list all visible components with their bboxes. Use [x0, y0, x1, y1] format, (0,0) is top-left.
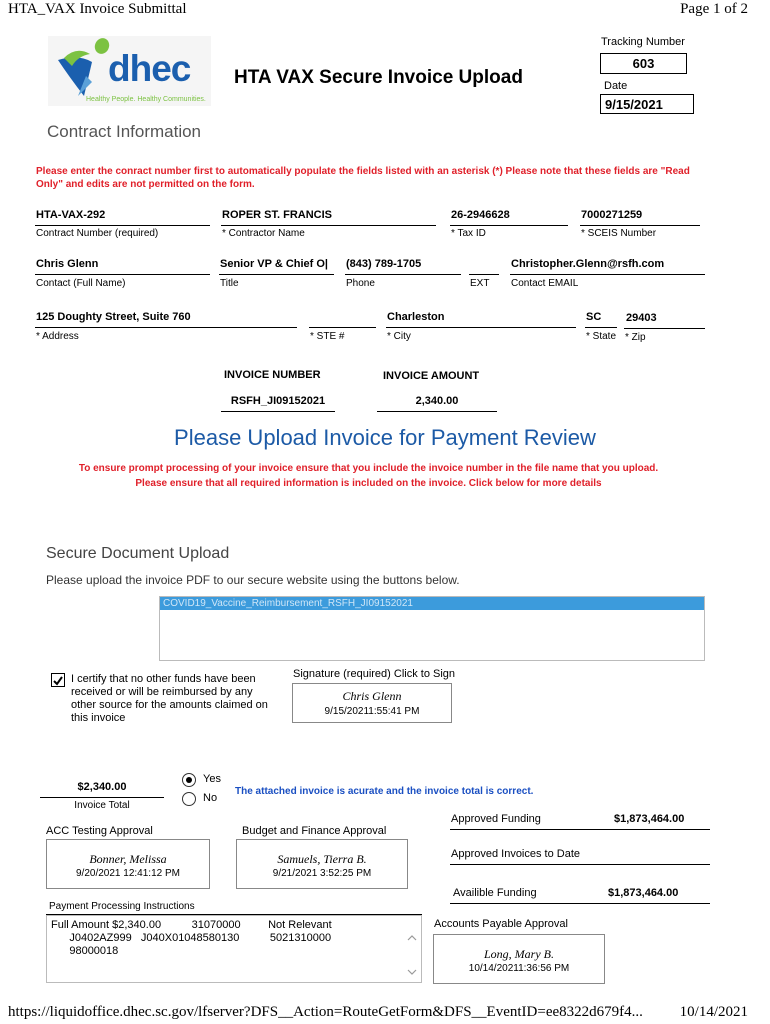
- certify-checkbox[interactable]: [51, 673, 65, 687]
- phone-label: Phone: [346, 278, 375, 289]
- invoice-amount-field[interactable]: 2,340.00: [415, 395, 459, 407]
- certify-text: I certify that no other funds have been received or will be reimbursed by any other source for the amounts claimed on this invoice: [71, 673, 268, 724]
- city-label: * City: [387, 331, 411, 342]
- state-field[interactable]: SC: [586, 311, 602, 323]
- available-funding-value[interactable]: $1,873,464.00: [608, 887, 679, 899]
- tax-id-label: * Tax ID: [451, 228, 486, 239]
- accuracy-statement: The attached invoice is acurate and the invoice total is correct.: [235, 786, 534, 797]
- approved-funding-value[interactable]: $1,873,464.00: [614, 813, 685, 825]
- acc-approver-name: Bonner, Melissa: [89, 852, 167, 866]
- approved-funding-label: Approved Funding: [451, 813, 541, 825]
- address-field[interactable]: 125 Doughty Street, Suite 760: [36, 311, 191, 323]
- no-label: No: [203, 792, 218, 804]
- title-field[interactable]: Senior VP & Chief O|: [220, 258, 329, 270]
- tracking-label: Tracking Number: [601, 36, 685, 48]
- uploaded-file-item[interactable]: COVID19_Vaccine_Reimbursement_RSFH_JI09152021: [160, 597, 704, 610]
- ap-approval-box[interactable]: [433, 934, 605, 984]
- ap-approver-name: Long, Mary B.: [484, 947, 554, 961]
- payment-line-3: 98000018: [51, 945, 119, 957]
- contractor-name-field[interactable]: ROPER ST. FRANCIS: [222, 209, 333, 221]
- signature-date: 9/15/20211:55:41 PM: [324, 706, 420, 717]
- ap-approval-date: 10/14/20211:36:56 PM: [468, 963, 570, 974]
- payment-line-1: Full Amount $2,340.00 31070000 Not Relevant: [51, 919, 332, 931]
- footer-date: 10/14/2021: [679, 1004, 748, 1020]
- ext-label: EXT: [470, 278, 490, 289]
- approved-invoices-label: Approved Invoices to Date: [451, 848, 581, 860]
- invoice-number-label: INVOICE NUMBER: [224, 369, 321, 381]
- available-funding-label: Availible Funding: [453, 887, 537, 899]
- ste-label: * STE #: [310, 331, 345, 342]
- budget-approval-date: 9/21/2021 3:52:25 PM: [272, 868, 372, 879]
- contract-section-title: Contract Information: [47, 122, 202, 141]
- budget-approval-box[interactable]: [236, 839, 408, 889]
- payment-instructions-label: Payment Processing Instructions: [49, 901, 195, 912]
- footer-url: https://liquidoffice.dhec.sc.gov/lfserver?DFS__Action=RouteGetForm&DFS__EventID=ee8322d679f4...: [8, 1004, 643, 1020]
- secure-upload-title: Secure Document Upload: [46, 545, 230, 562]
- yes-radio[interactable]: [182, 773, 196, 787]
- zip-label: * Zip: [625, 332, 646, 343]
- contract-number-field[interactable]: HTA-VAX-292: [36, 209, 106, 221]
- address-label: * Address: [36, 331, 79, 342]
- upload-review-line2: Please ensure that all required information is included on the invoice. Click below for more details: [135, 478, 602, 489]
- invoice-amount-label: INVOICE AMOUNT: [383, 370, 480, 382]
- ap-approval-label: Accounts Payable Approval: [434, 918, 568, 930]
- upload-file-list[interactable]: [159, 596, 705, 661]
- contact-name-field[interactable]: Chris Glenn: [36, 258, 99, 270]
- payment-line-2: J0402AZ999 J040X01048580130 5021310000: [51, 932, 332, 944]
- form-title: HTA VAX Secure Invoice Upload: [234, 67, 523, 88]
- sceis-number-label: * SCEIS Number: [581, 228, 657, 239]
- invoice-number-field[interactable]: RSFH_JI09152021: [230, 395, 326, 407]
- date-field[interactable]: 9/15/2021: [600, 94, 694, 114]
- zip-field[interactable]: 29403: [626, 312, 657, 324]
- yes-label: Yes: [203, 773, 221, 785]
- city-field[interactable]: Charleston: [387, 311, 445, 323]
- tax-id-field[interactable]: 26-2946628: [451, 209, 510, 221]
- invoice-total-field[interactable]: $2,340.00: [77, 781, 127, 793]
- contract-notice: Please enter the conract number first to automatically populate the fields listed with an asterisk (*) Please note that these fields are "Read Only" and edits are not permitted on the form.: [36, 166, 690, 190]
- upload-review-title: Please Upload Invoice for Payment Review: [174, 425, 596, 450]
- contract-number-label: Contract Number (required): [36, 228, 159, 239]
- radio-selected-dot: [186, 777, 192, 783]
- signature-name: Chris Glenn: [342, 689, 402, 703]
- payment-instructions-field[interactable]: [46, 915, 422, 983]
- invoice-total-label: Invoice Total: [74, 800, 130, 811]
- dhec-logo: [48, 36, 211, 106]
- secure-upload-instructions: Please upload the invoice PDF to our secure website using the buttons below.: [46, 573, 460, 587]
- window-title: HTA_VAX Invoice Submittal: [8, 1, 187, 17]
- phone-field[interactable]: (843) 789-1705: [346, 258, 422, 270]
- checkmark-icon: [52, 675, 64, 687]
- email-label: Contact EMAIL: [511, 278, 579, 289]
- contractor-name-label: * Contractor Name: [222, 228, 305, 239]
- sceis-number-field[interactable]: 7000271259: [581, 209, 643, 221]
- acc-approval-date: 9/20/2021 12:41:12 PM: [76, 868, 180, 879]
- scroll-arrows-icon: [405, 932, 419, 978]
- no-radio[interactable]: [182, 792, 196, 806]
- title-label: Title: [220, 278, 239, 289]
- email-field[interactable]: Christopher.Glenn@rsfh.com: [511, 258, 665, 270]
- budget-approver-name: Samuels, Tierra B.: [277, 852, 367, 866]
- acc-approval-label: ACC Testing Approval: [46, 825, 153, 837]
- budget-approval-label: Budget and Finance Approval: [242, 825, 387, 837]
- signature-box[interactable]: [292, 683, 452, 723]
- logo-tagline: Healthy People. Healthy Communities.: [86, 96, 206, 103]
- upload-review-line1: To ensure prompt processing of your invoice ensure that you include the invoice number in the file name that you upload.: [78, 463, 659, 474]
- logo-brand: dhec: [108, 48, 191, 89]
- tracking-number-field[interactable]: 603: [600, 53, 687, 74]
- contact-name-label: Contact (Full Name): [36, 278, 126, 289]
- payment-scrollbar[interactable]: [405, 932, 419, 978]
- signature-label: Signature (required) Click to Sign: [293, 668, 456, 680]
- state-label: * State: [586, 331, 617, 342]
- date-label: Date: [604, 80, 628, 92]
- acc-approval-box[interactable]: [46, 839, 210, 889]
- page-count: Page 1 of 2: [680, 1, 748, 17]
